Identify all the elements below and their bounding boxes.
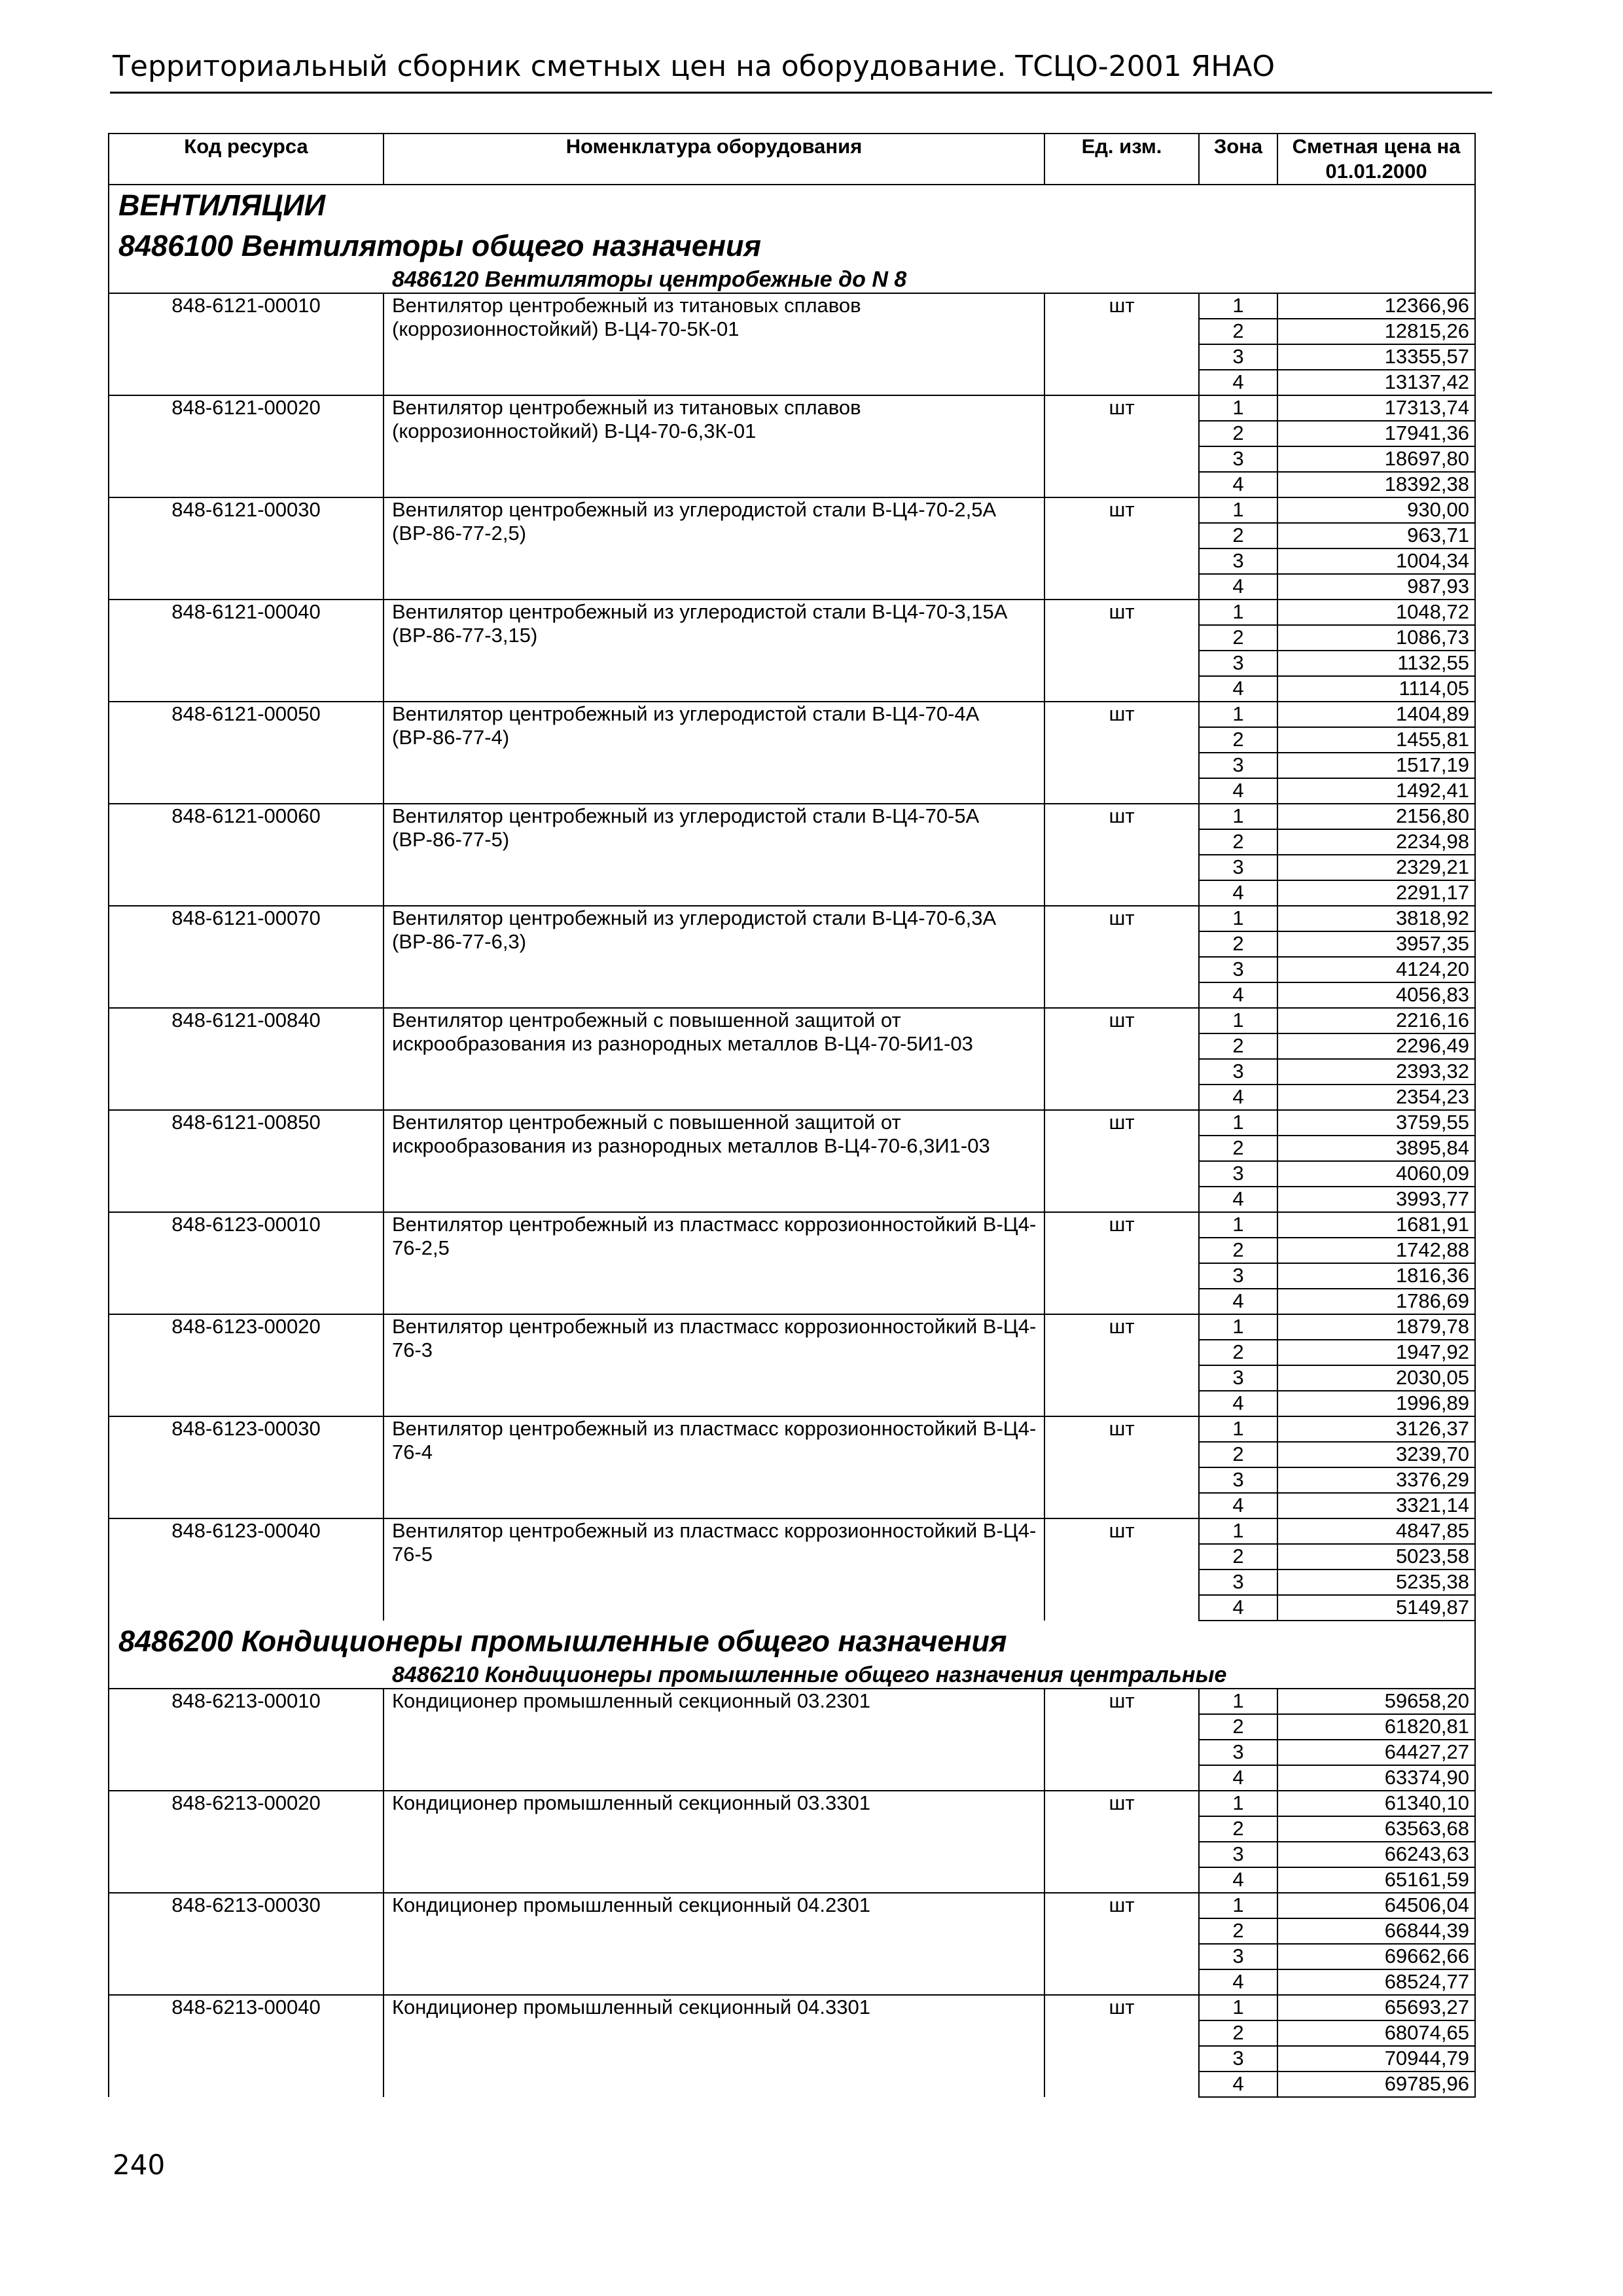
price-cell: 68074,65	[1277, 2020, 1475, 2046]
price-cell: 3895,84	[1277, 1136, 1475, 1161]
unit-of-measure: шт	[1044, 1314, 1199, 1416]
zone-cell: 2	[1199, 1918, 1277, 1944]
price-cell: 2030,05	[1277, 1365, 1475, 1391]
zone-cell: 3	[1199, 1059, 1277, 1085]
table-row	[109, 293, 1475, 319]
table-row	[109, 906, 1475, 931]
resource-code: 848-6213-00010	[109, 1689, 383, 1791]
header-price: Сметная цена на 01.01.2000	[1277, 134, 1475, 185]
price-cell: 4847,85	[1277, 1518, 1475, 1544]
price-cell: 3376,29	[1277, 1467, 1475, 1493]
price-cell: 1816,36	[1277, 1263, 1475, 1289]
table-row	[109, 1008, 1475, 1033]
table-row	[109, 395, 1475, 421]
resource-code: 848-6121-00850	[109, 1110, 383, 1212]
zone-cell: 2	[1199, 829, 1277, 855]
zone-cell: 2	[1199, 1442, 1277, 1467]
price-cell: 4124,20	[1277, 957, 1475, 982]
page-number: 240	[113, 2149, 166, 2181]
price-cell: 13355,57	[1277, 344, 1475, 370]
price-cell: 1114,05	[1277, 676, 1475, 702]
zone-cell: 2	[1199, 2020, 1277, 2046]
price-cell: 5149,87	[1277, 1595, 1475, 1621]
price-cell: 17941,36	[1277, 421, 1475, 446]
resource-code: 848-6123-00040	[109, 1518, 383, 1621]
price-cell: 2296,49	[1277, 1033, 1475, 1059]
zone-cell: 1	[1199, 497, 1277, 523]
zone-cell: 2	[1199, 1238, 1277, 1263]
zone-cell: 1	[1199, 1212, 1277, 1238]
price-cell: 63374,90	[1277, 1765, 1475, 1791]
equipment-name: Вентилятор центробежный из углеродистой стали В-Ц4-70-6,3А (ВР-86-77-6,3)	[383, 906, 1044, 1008]
zone-cell: 4	[1199, 370, 1277, 395]
header-zone: Зона	[1199, 134, 1277, 185]
header-code: Код ресурса	[109, 134, 383, 185]
resource-code: 848-6121-00040	[109, 600, 383, 702]
price-cell: 68524,77	[1277, 1969, 1475, 1995]
price-cell: 12366,96	[1277, 293, 1475, 319]
zone-cell: 1	[1199, 1416, 1277, 1442]
price-cell: 963,71	[1277, 523, 1475, 548]
price-cell: 64427,27	[1277, 1740, 1475, 1765]
equipment-name: Вентилятор центробежный из пластмасс коррозионностойкий В-Ц4-76-2,5	[383, 1212, 1044, 1314]
price-cell: 2156,80	[1277, 804, 1475, 829]
subsection-heading: 8486120 Вентиляторы центробежные до N 8	[109, 266, 1475, 293]
zone-cell: 2	[1199, 1136, 1277, 1161]
resource-code: 848-6121-00050	[109, 702, 383, 804]
price-cell: 930,00	[1277, 497, 1475, 523]
zone-cell: 3	[1199, 446, 1277, 472]
price-cell: 5235,38	[1277, 1570, 1475, 1595]
equipment-name: Вентилятор центробежный с повышенной защитой от искрообразования из разнородных металлов В-Ц4-70-5И1-03	[383, 1008, 1044, 1110]
resource-code: 848-6213-00020	[109, 1791, 383, 1893]
equipment-name: Вентилятор центробежный из углеродистой стали В-Ц4-70-4А (ВР-86-77-4)	[383, 702, 1044, 804]
price-cell: 1681,91	[1277, 1212, 1475, 1238]
table-row	[109, 1689, 1475, 1714]
price-cell: 18392,38	[1277, 472, 1475, 497]
zone-cell: 1	[1199, 1689, 1277, 1714]
price-cell: 3993,77	[1277, 1187, 1475, 1212]
zone-cell: 2	[1199, 625, 1277, 651]
zone-cell: 2	[1199, 319, 1277, 344]
header-unit: Ед. изм.	[1044, 134, 1199, 185]
zone-cell: 3	[1199, 2046, 1277, 2072]
zone-cell: 2	[1199, 523, 1277, 548]
equipment-name: Вентилятор центробежный из углеродистой стали В-Ц4-70-2,5А (ВР-86-77-2,5)	[383, 497, 1044, 600]
zone-cell: 4	[1199, 1289, 1277, 1314]
zone-cell: 4	[1199, 1765, 1277, 1791]
price-cell: 1492,41	[1277, 778, 1475, 804]
price-cell: 2216,16	[1277, 1008, 1475, 1033]
price-cell: 2291,17	[1277, 880, 1475, 906]
table-row	[109, 1791, 1475, 1816]
table-row	[109, 1314, 1475, 1340]
price-cell: 1947,92	[1277, 1340, 1475, 1365]
price-cell: 59658,20	[1277, 1689, 1475, 1714]
table-row	[109, 1416, 1475, 1442]
zone-cell: 3	[1199, 1944, 1277, 1969]
price-cell: 1879,78	[1277, 1314, 1475, 1340]
price-cell: 2329,21	[1277, 855, 1475, 880]
equipment-name: Кондиционер промышленный секционный 03.2301	[383, 1689, 1044, 1791]
section-heading-row	[109, 226, 1475, 266]
table-row	[109, 702, 1475, 727]
zone-cell: 4	[1199, 1085, 1277, 1110]
zone-cell: 4	[1199, 1867, 1277, 1893]
zone-cell: 3	[1199, 957, 1277, 982]
price-cell: 3126,37	[1277, 1416, 1475, 1442]
zone-cell: 3	[1199, 548, 1277, 574]
zone-cell: 1	[1199, 1314, 1277, 1340]
zone-cell: 2	[1199, 727, 1277, 753]
zone-cell: 3	[1199, 753, 1277, 778]
resource-code: 848-6123-00030	[109, 1416, 383, 1518]
price-cell: 66243,63	[1277, 1842, 1475, 1867]
zone-cell: 3	[1199, 1740, 1277, 1765]
unit-of-measure: шт	[1044, 1110, 1199, 1212]
unit-of-measure: шт	[1044, 497, 1199, 600]
zone-cell: 4	[1199, 1391, 1277, 1416]
equipment-name: Вентилятор центробежный из углеродистой стали В-Ц4-70-5А (ВР-86-77-5)	[383, 804, 1044, 906]
equipment-name: Вентилятор центробежный из углеродистой стали В-Ц4-70-3,15А (ВР-86-77-3,15)	[383, 600, 1044, 702]
price-cell: 1517,19	[1277, 753, 1475, 778]
zone-cell: 2	[1199, 1544, 1277, 1570]
price-cell: 1996,89	[1277, 1391, 1475, 1416]
price-cell: 69785,96	[1277, 2072, 1475, 2097]
unit-of-measure: шт	[1044, 1689, 1199, 1791]
subsection-heading: 8486210 Кондиционеры промышленные общего назначения центральные	[109, 1662, 1475, 1689]
section-heading: ВЕНТИЛЯЦИИ	[109, 185, 1475, 226]
table-row	[109, 1518, 1475, 1544]
equipment-name: Вентилятор центробежный из пластмасс коррозионностойкий В-Ц4-76-5	[383, 1518, 1044, 1621]
price-cell: 1742,88	[1277, 1238, 1475, 1263]
unit-of-measure: шт	[1044, 1995, 1199, 2097]
zone-cell: 2	[1199, 1816, 1277, 1842]
table-row	[109, 600, 1475, 625]
zone-cell: 4	[1199, 880, 1277, 906]
table-header-row	[109, 134, 1475, 185]
resource-code: 848-6121-00840	[109, 1008, 383, 1110]
price-cell: 3957,35	[1277, 931, 1475, 957]
zone-cell: 3	[1199, 1263, 1277, 1289]
equipment-name: Вентилятор центробежный из титановых сплавов (коррозионностойкий) В-Ц4-70-5К-01	[383, 293, 1044, 395]
price-cell: 3759,55	[1277, 1110, 1475, 1136]
resource-code: 848-6121-00020	[109, 395, 383, 497]
zone-cell: 4	[1199, 1595, 1277, 1621]
equipment-name: Вентилятор центробежный с повышенной защитой от искрообразования из разнородных металлов В-Ц4-70-6,3И1-03	[383, 1110, 1044, 1212]
price-cell: 66844,39	[1277, 1918, 1475, 1944]
table-row	[109, 497, 1475, 523]
price-cell: 70944,79	[1277, 2046, 1475, 2072]
resource-code: 848-6213-00030	[109, 1893, 383, 1995]
price-cell: 2393,32	[1277, 1059, 1475, 1085]
zone-cell: 1	[1199, 293, 1277, 319]
equipment-name: Вентилятор центробежный из пластмасс коррозионностойкий В-Ц4-76-3	[383, 1314, 1044, 1416]
price-cell: 3239,70	[1277, 1442, 1475, 1467]
price-cell: 61820,81	[1277, 1714, 1475, 1740]
zone-cell: 4	[1199, 2072, 1277, 2097]
price-cell: 2234,98	[1277, 829, 1475, 855]
zone-cell: 4	[1199, 1969, 1277, 1995]
price-cell: 1086,73	[1277, 625, 1475, 651]
zone-cell: 3	[1199, 1842, 1277, 1867]
price-cell: 69662,66	[1277, 1944, 1475, 1969]
zone-cell: 1	[1199, 906, 1277, 931]
price-cell: 65161,59	[1277, 1867, 1475, 1893]
zone-cell: 3	[1199, 855, 1277, 880]
zone-cell: 1	[1199, 1893, 1277, 1918]
zone-cell: 4	[1199, 778, 1277, 804]
price-cell: 65693,27	[1277, 1995, 1475, 2020]
price-table	[108, 133, 1476, 2098]
page-title: Территориальный сборник сметных цен на оборудование. ТСЦО-2001 ЯНАО	[113, 50, 1275, 83]
price-cell: 3818,92	[1277, 906, 1475, 931]
zone-cell: 4	[1199, 574, 1277, 600]
price-cell: 2354,23	[1277, 1085, 1475, 1110]
resource-code: 848-6121-00030	[109, 497, 383, 600]
price-cell: 3321,14	[1277, 1493, 1475, 1518]
price-cell: 63563,68	[1277, 1816, 1475, 1842]
zone-cell: 1	[1199, 395, 1277, 421]
section-heading: 8486100 Вентиляторы общего назначения	[109, 226, 1475, 266]
unit-of-measure: шт	[1044, 1791, 1199, 1893]
table-row	[109, 1893, 1475, 1918]
zone-cell: 2	[1199, 1714, 1277, 1740]
zone-cell: 1	[1199, 1110, 1277, 1136]
zone-cell: 3	[1199, 1570, 1277, 1595]
price-cell: 18697,80	[1277, 446, 1475, 472]
price-cell: 13137,42	[1277, 370, 1475, 395]
section-heading-row	[109, 1621, 1475, 1662]
unit-of-measure: шт	[1044, 1416, 1199, 1518]
resource-code: 848-6121-00060	[109, 804, 383, 906]
unit-of-measure: шт	[1044, 1212, 1199, 1314]
zone-cell: 1	[1199, 1518, 1277, 1544]
price-cell: 61340,10	[1277, 1791, 1475, 1816]
equipment-name: Кондиционер промышленный секционный 04.2301	[383, 1893, 1044, 1995]
unit-of-measure: шт	[1044, 1518, 1199, 1621]
zone-cell: 3	[1199, 1161, 1277, 1187]
unit-of-measure: шт	[1044, 906, 1199, 1008]
zone-cell: 3	[1199, 344, 1277, 370]
section-heading-row	[109, 185, 1475, 226]
header-name: Номенклатура оборудования	[383, 134, 1044, 185]
price-cell: 1132,55	[1277, 651, 1475, 676]
price-cell: 5023,58	[1277, 1544, 1475, 1570]
price-cell: 4060,09	[1277, 1161, 1475, 1187]
price-cell: 12815,26	[1277, 319, 1475, 344]
unit-of-measure: шт	[1044, 1008, 1199, 1110]
price-cell: 1048,72	[1277, 600, 1475, 625]
equipment-name: Кондиционер промышленный секционный 04.3301	[383, 1995, 1044, 2097]
zone-cell: 4	[1199, 1187, 1277, 1212]
resource-code: 848-6121-00070	[109, 906, 383, 1008]
equipment-name: Вентилятор центробежный из пластмасс коррозионностойкий В-Ц4-76-4	[383, 1416, 1044, 1518]
zone-cell: 2	[1199, 1033, 1277, 1059]
equipment-name: Кондиционер промышленный секционный 03.3301	[383, 1791, 1044, 1893]
zone-cell: 1	[1199, 1008, 1277, 1033]
table-row	[109, 1212, 1475, 1238]
subsection-heading-row	[109, 1662, 1475, 1689]
resource-code: 848-6213-00040	[109, 1995, 383, 2097]
unit-of-measure: шт	[1044, 395, 1199, 497]
price-cell: 4056,83	[1277, 982, 1475, 1008]
zone-cell: 2	[1199, 1340, 1277, 1365]
zone-cell: 1	[1199, 1995, 1277, 2020]
unit-of-measure: шт	[1044, 293, 1199, 395]
subsection-heading-row	[109, 266, 1475, 293]
price-cell: 987,93	[1277, 574, 1475, 600]
zone-cell: 1	[1199, 600, 1277, 625]
zone-cell: 4	[1199, 676, 1277, 702]
unit-of-measure: шт	[1044, 702, 1199, 804]
zone-cell: 3	[1199, 1365, 1277, 1391]
zone-cell: 4	[1199, 982, 1277, 1008]
zone-cell: 2	[1199, 931, 1277, 957]
title-rule	[110, 92, 1492, 94]
unit-of-measure: шт	[1044, 600, 1199, 702]
equipment-name: Вентилятор центробежный из титановых сплавов (коррозионностойкий) В-Ц4-70-6,3К-01	[383, 395, 1044, 497]
zone-cell: 2	[1199, 421, 1277, 446]
zone-cell: 3	[1199, 1467, 1277, 1493]
table-row	[109, 804, 1475, 829]
resource-code: 848-6123-00010	[109, 1212, 383, 1314]
zone-cell: 1	[1199, 1791, 1277, 1816]
price-cell: 17313,74	[1277, 395, 1475, 421]
price-cell: 1786,69	[1277, 1289, 1475, 1314]
table-body	[109, 185, 1475, 2097]
price-cell: 1455,81	[1277, 727, 1475, 753]
zone-cell: 4	[1199, 472, 1277, 497]
table-row	[109, 1995, 1475, 2020]
price-cell: 1004,34	[1277, 548, 1475, 574]
table-row	[109, 1110, 1475, 1136]
resource-code: 848-6123-00020	[109, 1314, 383, 1416]
resource-code: 848-6121-00010	[109, 293, 383, 395]
zone-cell: 1	[1199, 804, 1277, 829]
unit-of-measure: шт	[1044, 1893, 1199, 1995]
zone-cell: 3	[1199, 651, 1277, 676]
zone-cell: 1	[1199, 702, 1277, 727]
zone-cell: 4	[1199, 1493, 1277, 1518]
price-cell: 1404,89	[1277, 702, 1475, 727]
price-cell: 64506,04	[1277, 1893, 1475, 1918]
unit-of-measure: шт	[1044, 804, 1199, 906]
section-heading: 8486200 Кондиционеры промышленные общего назначения	[109, 1621, 1475, 1662]
